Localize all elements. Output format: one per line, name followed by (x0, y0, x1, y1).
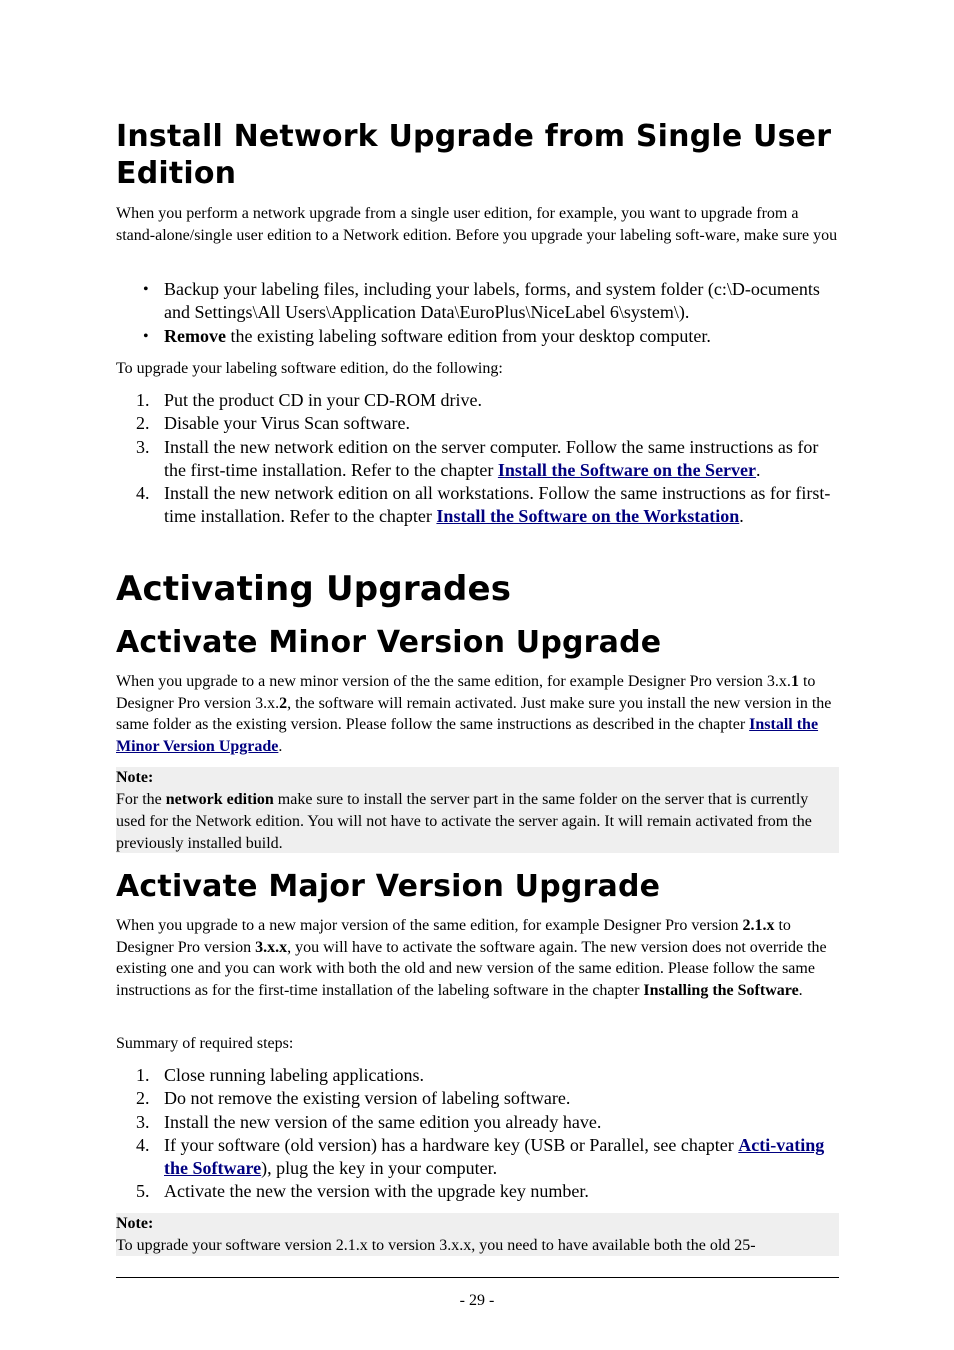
note-version-upgrade (116, 1213, 839, 1256)
text-bold: Installing the Software (643, 981, 799, 999)
text-run: to Designer Pro version (116, 917, 791, 956)
step-number: 2. (136, 1088, 150, 1109)
heading-install-network-upgrade: Install Network Upgrade from Single User Edition (116, 119, 832, 191)
text-bold: 3.x.x (255, 938, 288, 956)
text-run: When you upgrade to a new major version of the same edition, for example Designer Pro version (116, 917, 743, 934)
heading-activate-minor-version: Activate Minor Version Upgrade (116, 625, 662, 660)
list-item (116, 482, 839, 529)
bullet-remove-bold: Remove (164, 325, 226, 346)
link-install-minor-version-upgrade[interactable]: Install the Minor Version Upgrade (116, 716, 819, 755)
bullet-remove-text: the existing labeling software edition from your desktop computer. (225, 325, 711, 346)
text-bold: 2.1.x (742, 917, 775, 934)
text-run: to Designer Pro version 3.x. (116, 673, 816, 712)
link-install-software-workstation[interactable]: Install the Software on the Workstation (436, 506, 740, 527)
step-number: 3. (136, 436, 150, 457)
step-text: If your software (old version) has a hardware key (USB or Parallel, see chapter (164, 1134, 739, 1155)
text-bold: 2 (279, 694, 288, 712)
step-text: Install the new version of the same edition you already have. (164, 1111, 602, 1132)
backup-bullet-list (116, 278, 839, 348)
steps-intro-paragraph: To upgrade your labeling software edition, do the following: (116, 360, 503, 377)
step-text-end: . (756, 459, 761, 480)
step-text: Put the product CD in your CD-ROM drive. (164, 390, 482, 410)
step-number: 4. (136, 483, 150, 504)
step-number: 1. (136, 1065, 150, 1085)
major-steps-list (116, 1064, 839, 1204)
link-install-software-server[interactable]: Install the Software on the Server (497, 459, 757, 480)
text-run: , the software will remain activated. Just make sure you install the new version in the same folder as the existing version. Please follow the same instructions as described in the chapter (116, 694, 832, 733)
link-activating-the-software[interactable]: Acti-vating the Software (164, 1134, 825, 1179)
step-text: Install the new network edition on all workstations. Follow the same instructions as for first-time installation. Refer to the chapter (164, 483, 831, 527)
list-item (116, 1064, 839, 1087)
list-item (116, 436, 839, 483)
heading-activating-upgrades: Activating Upgrades (116, 569, 512, 609)
text-run: . (278, 737, 283, 755)
text-run: , you will have to activate the software again. The new version does not override the existing one and you can work with both the old and new version of the same edition. Please follow the same instructions as for the first-time installation of the labeling software in the chapter (116, 938, 827, 999)
list-item (116, 1087, 839, 1110)
step-text-end: . (739, 506, 744, 527)
text-run: When you upgrade to a new minor version of the the same edition, for example Designer Pro version 3.x. (116, 673, 791, 690)
install-intro-paragraph: When you perform a network upgrade from a single user edition, for example, you want to upgrade from a stand-alone/single user edition to a Network edition. Before you upgrade your labeling soft-ware, make sure you (116, 205, 838, 244)
note-network-edition (116, 767, 839, 853)
major-upgrade-paragraph (116, 915, 839, 1001)
list-item (116, 412, 839, 435)
minor-upgrade-paragraph (116, 671, 839, 757)
step-number: 3. (136, 1111, 150, 1132)
text-run: make sure to install the server part in the same folder on the server that is currently used for the Network edition. You will not have to activate the server again. It will remain activated from the previously installed build. (116, 791, 812, 852)
step-text: Close running labeling applications. (164, 1065, 424, 1085)
note-body (116, 789, 839, 855)
page-number: - 29 - (459, 1292, 495, 1309)
step-number: 1. (136, 390, 150, 410)
list-item (116, 1180, 839, 1203)
list-item (116, 389, 839, 412)
step-number: 4. (136, 1134, 150, 1155)
summary-label: Summary of required steps: (116, 1035, 294, 1052)
note-label: Note: (116, 769, 154, 786)
list-item (116, 1111, 839, 1134)
note-body: To upgrade your software version 2.1.x to version 3.x.x, you need to have available both the old 25- (116, 1237, 756, 1254)
list-item (116, 325, 839, 348)
text-run: For the (116, 791, 166, 808)
step-text: Install the new network edition on the server computer. Follow the same instructions as for the first-time installation. Refer to the chapter (164, 436, 819, 480)
text-run: . (798, 981, 803, 999)
list-item (116, 278, 839, 325)
step-number: 2. (136, 413, 150, 434)
step-text: Do not remove the existing version of labeling software. (164, 1088, 571, 1109)
step-text-end: ), plug the key in your computer. (261, 1158, 498, 1179)
heading-activate-major-version: Activate Major Version Upgrade (116, 869, 661, 904)
footer-divider (116, 1277, 839, 1278)
step-text: Disable your Virus Scan software. (164, 413, 411, 434)
text-bold: network edition (165, 791, 274, 808)
upgrade-steps-list (116, 389, 839, 529)
bullet-backup-text: Backup your labeling files, including your labels, forms, and system folder (c:\D-ocuments and Settings\All Users\Application Data\EuroPlus\NiceLabel 6\system\). (164, 279, 820, 323)
step-number: 5. (136, 1181, 150, 1202)
text-bold: 1 (790, 673, 799, 690)
note-label: Note: (116, 1215, 154, 1232)
step-text: Activate the new the version with the upgrade key number. (164, 1181, 589, 1202)
list-item (116, 1134, 839, 1181)
